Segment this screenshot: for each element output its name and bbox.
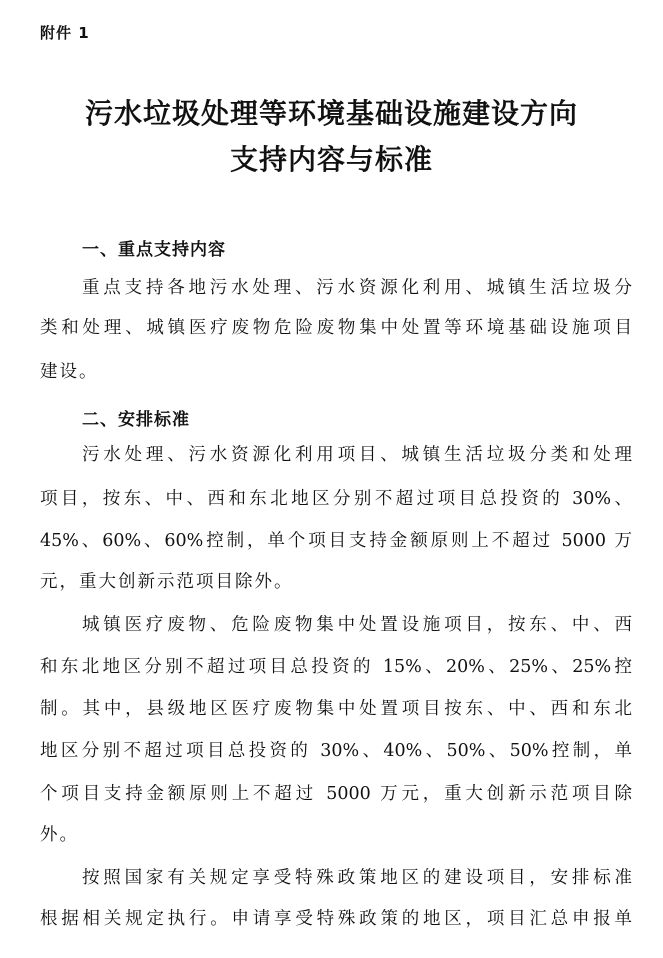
- paragraph-line: 按照国家有关规定享受特殊政策地区的建设项目，安排标准: [82, 868, 632, 888]
- document-title-line-1: 污水垃圾处理等环境基础设施建设方向: [84, 97, 578, 130]
- paragraph-line: 外。: [40, 825, 79, 845]
- paragraph-line: 污水处理、污水资源化利用项目、城镇生活垃圾分类和处理: [82, 445, 632, 465]
- paragraph-line: 根据相关规定执行。申请享受特殊政策的地区，项目汇总申报单: [40, 909, 632, 929]
- paragraph-line: 项目，按东、中、西和东北地区分别不超过项目总投资的 30%、: [40, 489, 632, 509]
- paragraph-line: 45%、60%、60%控制，单个项目支持金额原则上不超过 5000 万: [40, 531, 632, 551]
- paragraph-line: 类和处理、城镇医疗废物危险废物集中处置等环境基础设施项目: [40, 318, 632, 338]
- paragraph-line: 城镇医疗废物、危险废物集中处置设施项目，按东、中、西: [82, 615, 632, 635]
- paragraph-line: 重点支持各地污水处理、污水资源化利用、城镇生活垃圾分: [82, 278, 632, 298]
- paragraph-line: 和东北地区分别不超过项目总投资的 15%、20%、25%、25%控: [40, 657, 632, 677]
- paragraph-line: 个项目支持金额原则上不超过 5000 万元，重大创新示范项目除: [40, 784, 632, 804]
- section-heading-2: 二、安排标准: [82, 410, 190, 430]
- paragraph-line: 元，重大创新示范项目除外。: [40, 572, 294, 592]
- document-title-line-2: 支持内容与标准: [229, 143, 433, 176]
- paragraph-line: 建设。: [40, 362, 99, 382]
- section-heading-1: 一、重点支持内容: [82, 240, 226, 260]
- attachment-label: 附件 1: [40, 24, 90, 42]
- paragraph-line: 制。其中，县级地区医疗废物集中处置项目按东、中、西和东北: [40, 699, 632, 719]
- paragraph-line: 地区分别不超过项目总投资的 30%、40%、50%、50%控制，单: [40, 741, 632, 761]
